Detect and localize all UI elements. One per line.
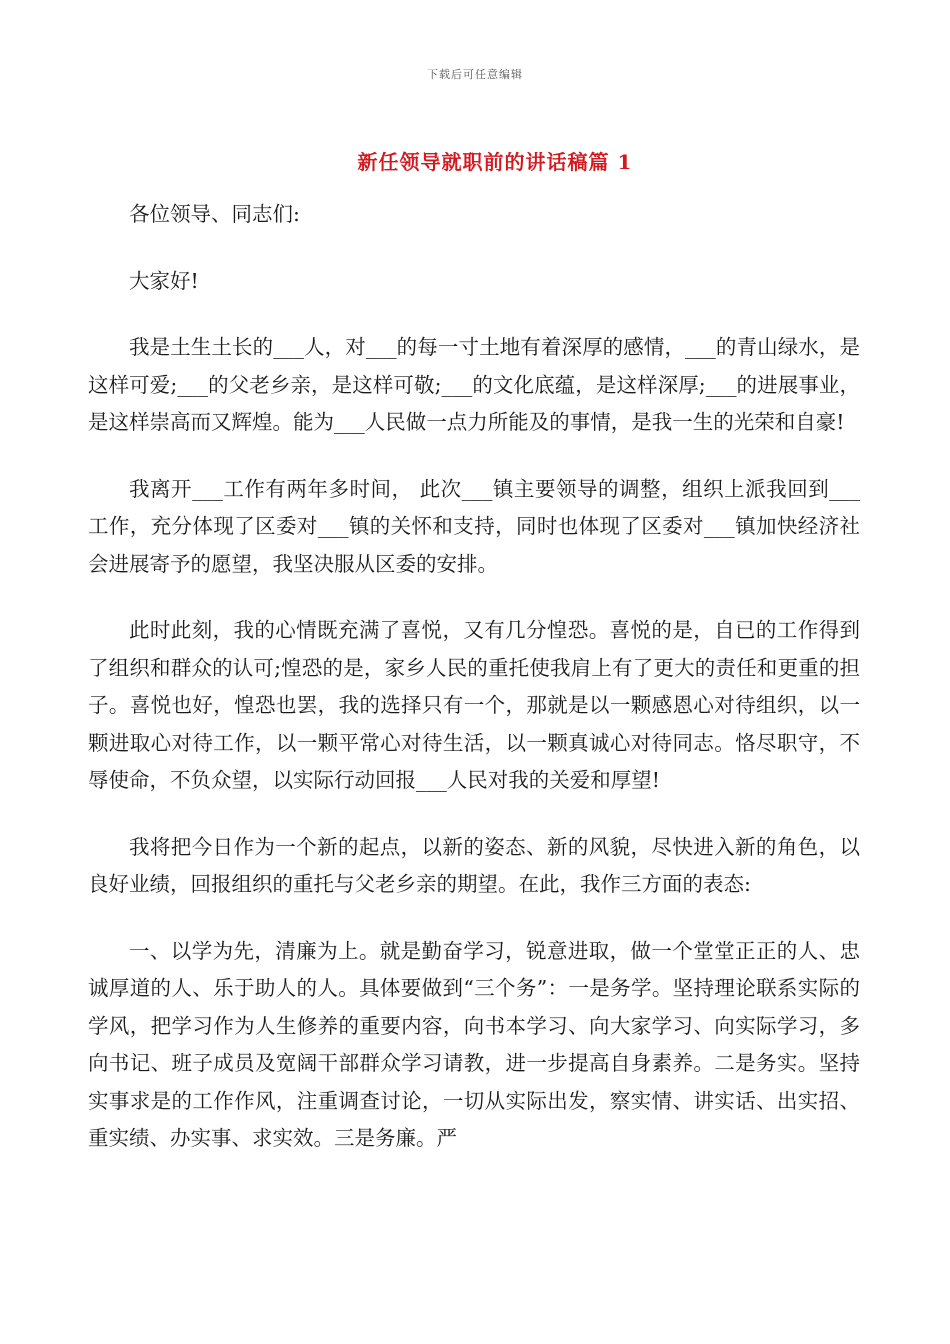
header-note: 下载后可任意编辑 (427, 68, 523, 81)
document-title: 新任领导就职前的讲话稿篇 1 (357, 150, 633, 174)
salutation: 各位领导、同志们: (129, 202, 300, 226)
body-paragraph: 我是土生土长的___人，对___的每一寸土地有着深厚的感情，___的青山绿水，是这样可爱;___的父老乡亲，是这样可敬;___的文化底蕴，是这样深厚;___的进展事业，是这样崇高而又辉煌。能为___人民做一点力所能及的事情，是我一生的光荣和自豪! (88, 335, 860, 434)
body-paragraph: 我离开___工作有两年多时间， 此次___镇主要领导的调整，组织上派我回到___工作，充分体现了区委对___镇的关怀和支持，同时也体现了区委对___镇加快经济社会进展寄予的愿望，我坚决服从区委的安排。 (88, 476, 860, 576)
greeting: 大家好! (129, 268, 199, 293)
document-body (88, 196, 860, 1187)
body-paragraph: 我将把今日作为一个新的起点，以新的姿态、新的风貌，尽快进入新的角色，以良好业绩，回报组织的重托与父老乡亲的期望。在此，我作三方面的表态: (88, 834, 860, 896)
body-paragraph: 一、以学为先，清廉为上。就是勤奋学习，锐意进取，做一个堂堂正正的人、忠诚厚道的人、乐于助人的人。具体要做到“三个务”：一是务学。坚持理论联系实际的学风，把学习作为人生修养的重要内容，向书本学习、向大家学习、向实际学习，多向书记、班子成员及宽阔干部群众学习请教，进一步提高自身素养。二是务实。坚持实事求是的工作作风，注重调查讨论，一切从实际出发，察实情、讲实话、出实招、重实绩、办实事、求实效。三是务廉。严 (88, 938, 860, 1150)
body-paragraph: 此时此刻，我的心情既充满了喜悦，又有几分惶恐。喜悦的是，自已的工作得到了组织和群众的认可;惶恐的是，家乡人民的重托使我肩上有了更大的责任和更重的担子。喜悦也好，惶恐也罢，我的选择只有一个，那就是以一颗感恩心对待组织，以一颗进取心对待工作，以一颗平常心对待生活，以一颗真诚心对待同志。恪尽职守，不辱使命，不负众望，以实际行动回报___人民对我的关爱和厚望! (88, 618, 860, 792)
